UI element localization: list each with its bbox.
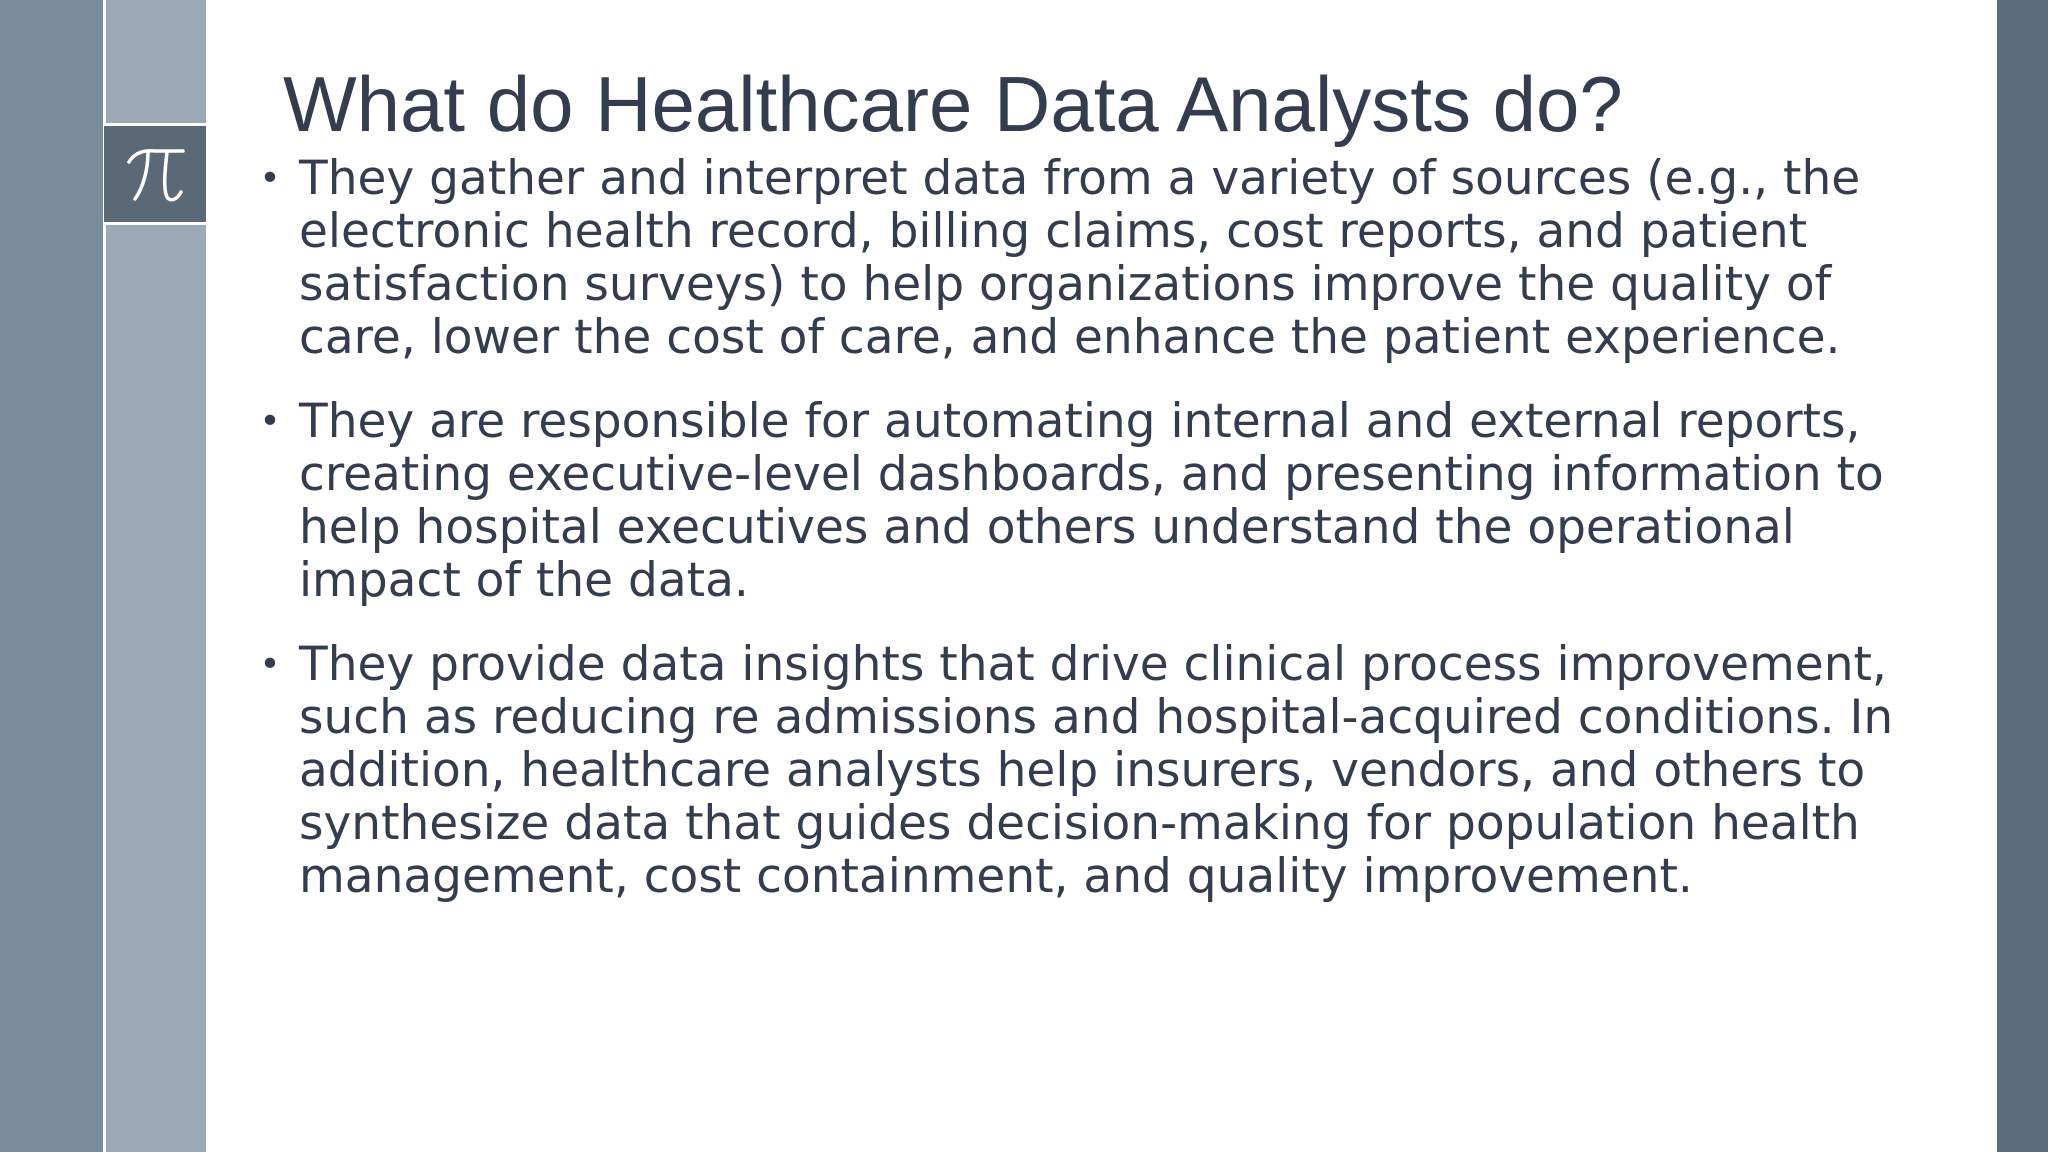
bullet-item	[255, 395, 1955, 607]
left-band-dark	[0, 0, 103, 1152]
bullet-item	[255, 638, 1955, 903]
pi-symbol-icon	[123, 144, 187, 204]
bullet-dot-icon: •	[259, 644, 281, 685]
bullet-dot-icon: •	[259, 158, 281, 199]
bullet-text: They are responsible for automating internal and external reports, creating executive-level dashboards, and presenting information to help hospital executives and others understand the operational impact of the data.	[299, 394, 1884, 608]
bullet-text: They provide data insights that drive clinical process improvement, such as reducing re admissions and hospital-acquired conditions. In addition, healthcare analysts help insurers, vendors, and others to synthesize data that guides decision-making for population health management, cost containment, and quality improvement.	[299, 637, 1894, 904]
bullet-text: They gather and interpret data from a variety of sources (e.g., the electronic health record, billing claims, cost reports, and patient satisfaction surveys) to help organizations improve the quality of care, lower the cost of care, and enhance the patient experience.	[299, 151, 1861, 365]
bullet-list	[255, 152, 1955, 934]
right-band	[1997, 0, 2048, 1152]
slide-title: What do Healthcare Data Analysts do?	[283, 60, 1623, 148]
bullet-dot-icon: •	[259, 401, 281, 442]
bullet-item	[255, 152, 1955, 364]
pi-logo-box	[104, 123, 206, 225]
